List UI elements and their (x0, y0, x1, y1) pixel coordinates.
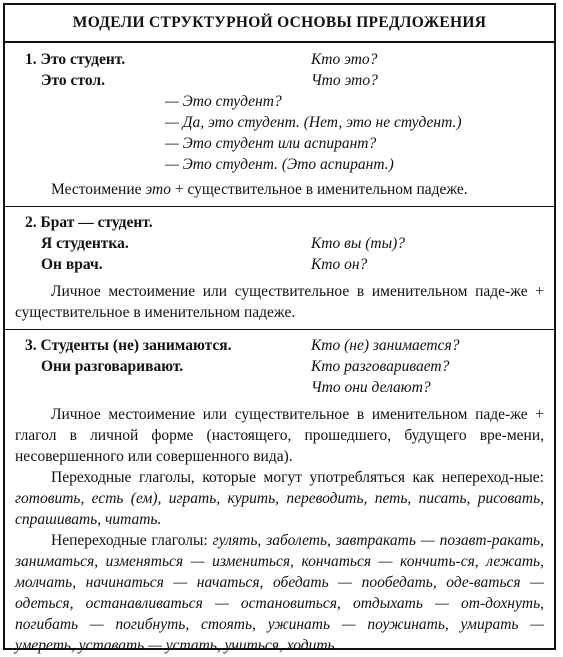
example-sentence: Это стол. (41, 72, 105, 89)
dialog-line (15, 133, 544, 154)
example-question: Что они делают? (311, 379, 431, 396)
dialog-text: — Это студент или аспирант? (165, 135, 377, 152)
example-sentence: 3. Студенты (не) занимаются. (25, 337, 232, 354)
rule-text: Личное местоимение или существительное в именительном паде-же + глагол в личной форме (настоящего, прошедшего, будущего вре-мени, несовершенного или совершенного вида). (15, 406, 544, 465)
example-question: Кто разговаривает? (311, 358, 450, 375)
content-3 (5, 330, 554, 656)
section-1 (15, 43, 544, 206)
transitive-verbs (15, 467, 544, 530)
example-question: Кто вы (ты)? (311, 235, 405, 252)
title-band (5, 5, 554, 43)
example-row (15, 377, 544, 398)
rule-pronoun: это (145, 181, 171, 198)
dialog-text: — Это студент. (Это аспирант.) (165, 156, 394, 173)
page-title: МОДЕЛИ СТРУКТУРНОЙ ОСНОВЫ ПРЕДЛОЖЕНИЯ (72, 14, 487, 31)
intransitive-verbs (15, 530, 544, 656)
dialog-line (15, 91, 544, 112)
rule-post: + существительное в именительном падеже. (170, 181, 468, 198)
example-row (15, 335, 544, 356)
example-question: Кто это? (311, 51, 378, 68)
section-2 (15, 207, 544, 329)
intransitive-list: гулять, заболеть, завтракать — позавт-ракать, заниматься, изменяться — измениться, кончаться — кончить-ся, лежать, молчать, начинаться — начаться, обедать — пообедать, оде-ваться — одеться, останавливаться — остановиться, отдыхать — от-дохнуть, погибать — погибнуть, стоять, ужинать — поужинать, умирать — умереть, уставать — устать, учиться, ходить. (15, 532, 544, 654)
example-question: Что это? (311, 72, 378, 89)
dialog-line (15, 154, 544, 175)
example-sentence: Он врач. (41, 256, 103, 273)
example-row (15, 233, 544, 254)
dialog-text: — Это студент? (165, 93, 282, 110)
example-row (15, 49, 544, 70)
example-row (15, 70, 544, 91)
dialog-line (15, 112, 544, 133)
section-3 (15, 330, 544, 656)
example-sentence: Я студентка. (41, 235, 129, 252)
example-question: Кто (не) занимается? (311, 337, 460, 354)
rule-text (15, 179, 544, 200)
intransitive-intro: Непереходные глаголы: (51, 532, 213, 549)
example-sentence: 2. Брат — студент. (25, 214, 153, 231)
content (5, 43, 554, 206)
rule-pre: Местоимение (51, 181, 146, 198)
dialog-text: — Да, это студент. (Нет, это не студент.) (165, 114, 462, 131)
example-question: Кто он? (311, 256, 368, 273)
content-2 (5, 207, 554, 329)
document-frame (3, 3, 556, 654)
transitive-list: готовить, есть (ем), играть, курить, переводить, петь, писать, рисовать, спрашивать, читать. (15, 490, 544, 528)
example-row (15, 356, 544, 377)
rule-text: Личное местоимение или существительное в именительном паде-же + существительное в именительном падеже. (15, 283, 544, 321)
example-row (15, 212, 544, 233)
example-sentence: 1. Это студент. (25, 51, 126, 68)
example-sentence: Они разговаривают. (41, 358, 184, 375)
example-row (15, 254, 544, 275)
transitive-intro: Переходные глаголы, которые могут употребляться как непереход-ные: (51, 469, 544, 486)
